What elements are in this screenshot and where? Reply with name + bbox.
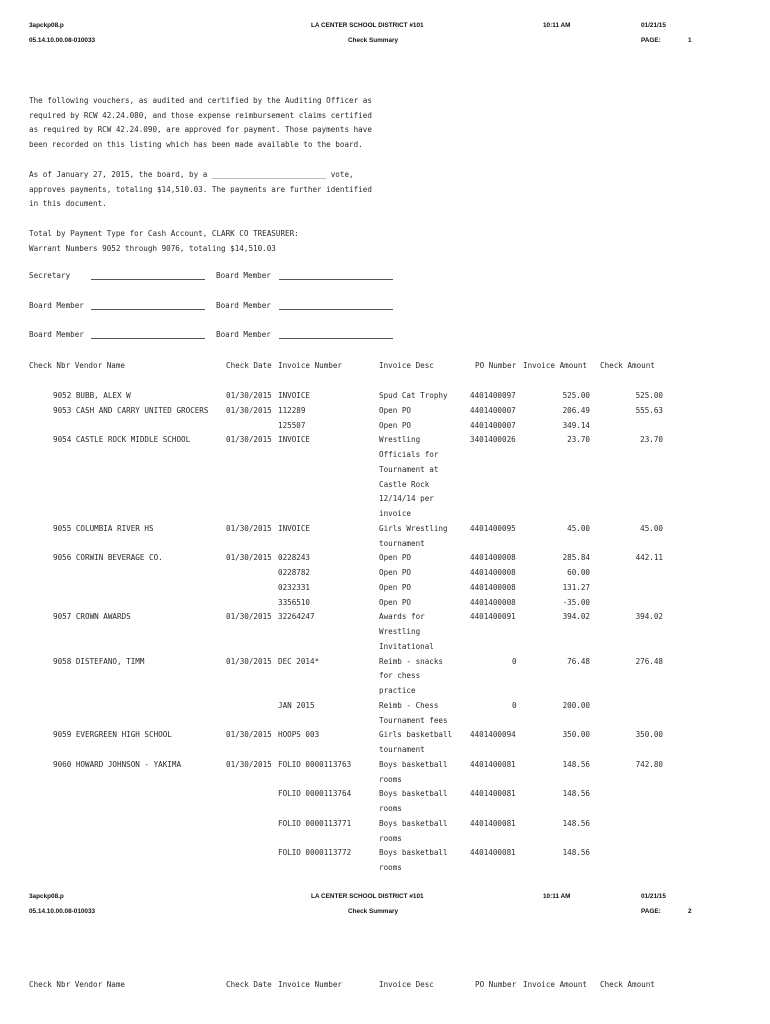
- table-row: [0, 819, 770, 834]
- report-date: 01/21/15: [641, 893, 666, 900]
- column-header-row: [0, 980, 770, 992]
- table-row: [0, 539, 770, 554]
- report-time: 10:11 AM: [543, 893, 571, 900]
- invoice-desc-cell: Invitational: [379, 641, 434, 651]
- po-number-cell: 4401400008: [470, 553, 516, 563]
- po-number-cell: 4401400094: [470, 730, 516, 740]
- invoice-desc-cell: rooms: [379, 833, 402, 843]
- totals-paragraph: [29, 227, 299, 256]
- invoice-desc-cell: rooms: [379, 804, 402, 813]
- report-title: Check Summary: [348, 908, 399, 915]
- board-member-signature-line[interactable]: [279, 272, 393, 280]
- invoice-number-cell: 3356510: [278, 597, 311, 607]
- invoice-number-cell: 112289: [278, 405, 306, 415]
- check-amount-cell: 276.48: [635, 656, 663, 666]
- column-header-row: [0, 361, 770, 373]
- table-row: [0, 494, 770, 509]
- check-date-cell: 01/30/2015: [226, 405, 272, 415]
- invoice-amount-cell: 131.27: [562, 582, 590, 592]
- table-row: [0, 553, 770, 568]
- table-row: [0, 568, 770, 583]
- check-date-cell: 01/30/2015: [226, 656, 272, 666]
- invoice-number-cell: 0228243: [278, 553, 311, 563]
- report-date: 01/21/15: [641, 22, 666, 29]
- board-member-signature-line[interactable]: [279, 331, 393, 339]
- po-number-cell: 0: [512, 700, 517, 710]
- table-row: [0, 627, 770, 642]
- vendor-cell: 9058 DISTEFANO, TIMM: [53, 656, 145, 666]
- table-row: [0, 804, 770, 819]
- totals-line: Total by Payment Type for Cash Account, CLARK CO TREASURER:: [29, 229, 299, 238]
- totals-line: Warrant Numbers 9052 through 9076, totaling $14,510.03: [29, 243, 276, 253]
- invoice-amount-cell: 285.84: [562, 553, 590, 563]
- po-number-cell: 4401400008: [470, 597, 516, 607]
- invoice-amount-cell: 206.49: [562, 405, 590, 415]
- invoice-number-cell: 125507: [278, 420, 306, 430]
- vendor-cell: 9052 BUBB, ALEX W: [53, 391, 131, 400]
- invoice-number-cell: INVOICE: [278, 523, 311, 533]
- col-check-amount: Check Amount: [600, 980, 655, 989]
- col-check-amount: Check Amount: [600, 361, 655, 370]
- invoice-desc-cell: tournament: [379, 538, 425, 548]
- intro-line: been recorded on this listing which has been made available to the board.: [29, 139, 363, 149]
- table-row: [0, 642, 770, 657]
- check-amount-cell: 350.00: [635, 730, 663, 740]
- district-name: LA CENTER SCHOOL DISTRICT #101: [311, 893, 424, 900]
- program-name: 3apckp08.p: [29, 22, 64, 29]
- secretary-signature-line[interactable]: [91, 272, 205, 280]
- invoice-desc-cell: Open PO: [379, 582, 412, 592]
- col-po-number: PO Number: [475, 980, 517, 989]
- check-date-cell: 01/30/2015: [226, 612, 272, 622]
- page-number: 2: [688, 908, 692, 915]
- invoice-desc-cell: Tournament fees: [379, 715, 448, 725]
- board-member-label: Board Member: [216, 301, 271, 310]
- invoice-number-cell: INVOICE: [278, 391, 311, 400]
- invoice-number-cell: 0232331: [278, 582, 311, 592]
- invoice-number-cell: FOLIO 0000113763: [278, 759, 352, 769]
- po-number-cell: 0: [512, 656, 517, 666]
- program-version: 05.14.10.00.08-010033: [29, 908, 96, 915]
- table-row: [0, 524, 770, 539]
- col-check-date: Check Date: [226, 980, 272, 989]
- invoice-amount-cell: 148.56: [562, 759, 590, 769]
- invoice-desc-cell: Open PO: [379, 553, 412, 563]
- page-number: 1: [688, 37, 692, 44]
- board-member-signature-line[interactable]: [279, 302, 393, 310]
- invoice-desc-cell: Open PO: [379, 568, 412, 577]
- table-row: [0, 465, 770, 480]
- table-row: [0, 701, 770, 716]
- page-label: PAGE:: [641, 37, 661, 44]
- page-label: PAGE:: [641, 908, 661, 915]
- invoice-desc-cell: 12/14/14 per: [379, 494, 434, 504]
- program-name: 3apckp08.p: [29, 893, 64, 900]
- approval-line: approves payments, totaling $14,510.03. The payments are further identified: [29, 184, 372, 194]
- po-number-cell: 4401400081: [470, 848, 516, 858]
- table-row: [0, 789, 770, 804]
- invoice-number-cell: HOOPS 003: [278, 730, 320, 740]
- check-amount-cell: 45.00: [640, 523, 663, 533]
- invoice-desc-cell: Castle Rock: [379, 479, 430, 489]
- po-number-cell: 4401400081: [470, 818, 516, 828]
- table-row: [0, 421, 770, 436]
- invoice-amount-cell: 525.00: [562, 391, 590, 400]
- invoice-amount-cell: 350.00: [562, 730, 590, 740]
- invoice-desc-cell: Wrestling: [379, 627, 421, 636]
- table-row: [0, 612, 770, 627]
- invoice-number-cell: 0228782: [278, 568, 311, 577]
- po-number-cell: 4401400008: [470, 568, 516, 577]
- vendor-cell: 9056 CORWIN BEVERAGE CO.: [53, 553, 163, 563]
- po-number-cell: 4401400081: [470, 789, 516, 799]
- invoice-desc-cell: Wrestling: [379, 435, 421, 445]
- invoice-desc-cell: Spud Cat Trophy: [379, 391, 448, 400]
- po-number-cell: 4401400095: [470, 523, 516, 533]
- vendor-cell: 9054 CASTLE ROCK MIDDLE SCHOOL: [53, 435, 191, 445]
- table-row: [0, 686, 770, 701]
- board-member-label: Board Member: [216, 330, 271, 339]
- col-check-nbr-vendor: Check Nbr Vendor Name: [29, 361, 126, 370]
- col-check-nbr-vendor: Check Nbr Vendor Name: [29, 980, 126, 989]
- invoice-number-cell: FOLIO 0000113771: [278, 818, 352, 828]
- secretary-label: Secretary: [29, 271, 71, 280]
- table-row: [0, 671, 770, 686]
- invoice-desc-cell: Boys basketball: [379, 848, 448, 858]
- po-number-cell: 4401400008: [470, 582, 516, 592]
- invoice-desc-cell: Awards for: [379, 612, 425, 622]
- invoice-amount-cell: 76.48: [567, 656, 590, 666]
- col-invoice-number: Invoice Number: [278, 361, 343, 370]
- board-member-label: Board Member: [216, 271, 271, 280]
- table-row: [0, 480, 770, 495]
- table-row: [0, 745, 770, 760]
- check-amount-cell: 525.00: [635, 391, 663, 400]
- approval-paragraph: [29, 168, 372, 212]
- table-row: [0, 391, 770, 406]
- intro-line: The following vouchers, as audited and certified by the Auditing Officer as: [29, 96, 372, 105]
- invoice-desc-cell: invoice: [379, 509, 412, 518]
- table-row: [0, 834, 770, 849]
- invoice-number-cell: DEC 2014*: [278, 656, 320, 666]
- col-invoice-number: Invoice Number: [278, 980, 343, 989]
- invoice-amount-cell: 23.70: [567, 435, 590, 445]
- invoice-amount-cell: 148.56: [562, 789, 590, 799]
- intro-line: as required by RCW 42.24.090, are approved for payment. Those payments have: [29, 125, 372, 135]
- table-row: [0, 730, 770, 745]
- invoice-amount-cell: 349.14: [562, 420, 590, 430]
- invoice-number-cell: FOLIO 0000113764: [278, 789, 352, 799]
- invoice-amount-cell: 200.00: [562, 700, 590, 710]
- invoice-desc-cell: tournament: [379, 745, 425, 754]
- approval-line: As of January 27, 2015, the board, by a _________________________ vote,: [29, 170, 354, 179]
- vendor-cell: 9055 COLUMBIA RIVER HS: [53, 523, 154, 533]
- invoice-number-cell: INVOICE: [278, 435, 311, 445]
- invoice-amount-cell: 148.56: [562, 848, 590, 858]
- check-amount-cell: 555.63: [635, 405, 663, 415]
- po-number-cell: 4401400007: [470, 420, 516, 430]
- invoice-number-cell: 32264247: [278, 612, 315, 622]
- report-time: 10:11 AM: [543, 22, 571, 29]
- col-po-number: PO Number: [475, 361, 517, 370]
- vendor-cell: 9053 CASH AND CARRY UNITED GROCERS: [53, 405, 209, 415]
- col-invoice-desc: Invoice Desc: [379, 980, 434, 989]
- invoice-desc-cell: Boys basketball: [379, 789, 448, 799]
- vendor-cell: 9059 EVERGREEN HIGH SCHOOL: [53, 730, 172, 740]
- po-number-cell: 4401400097: [470, 391, 516, 400]
- check-amount-cell: 742.80: [635, 759, 663, 769]
- check-amount-cell: 442.11: [635, 553, 663, 563]
- po-number-cell: 4401400007: [470, 405, 516, 415]
- check-date-cell: 01/30/2015: [226, 730, 272, 740]
- vendor-cell: 9060 HOWARD JOHNSON - YAKIMA: [53, 759, 182, 769]
- approval-line: in this document.: [29, 199, 107, 209]
- table-row: [0, 406, 770, 421]
- program-version: 05.14.10.00.08-010033: [29, 37, 96, 44]
- board-member-signature-line[interactable]: [91, 331, 205, 339]
- invoice-desc-cell: Tournament at: [379, 464, 439, 474]
- check-date-cell: 01/30/2015: [226, 759, 272, 769]
- board-member-signature-line[interactable]: [91, 302, 205, 310]
- invoice-amount-cell: 148.56: [562, 818, 590, 828]
- invoice-desc-cell: practice: [379, 686, 416, 695]
- invoice-amount-cell: 60.00: [567, 568, 590, 577]
- invoice-desc-cell: Boys basketball: [379, 818, 448, 828]
- table-row: [0, 435, 770, 450]
- invoice-desc-cell: Reimb - snacks: [379, 656, 444, 666]
- invoice-desc-cell: Girls basketball: [379, 730, 453, 740]
- check-date-cell: 01/30/2015: [226, 435, 272, 445]
- invoice-desc-cell: Open PO: [379, 405, 412, 415]
- invoice-number-cell: JAN 2015: [278, 700, 315, 710]
- board-member-label: Board Member: [29, 301, 84, 310]
- invoice-desc-cell: Boys basketball: [379, 759, 448, 769]
- po-number-cell: 4401400081: [470, 759, 516, 769]
- col-check-date: Check Date: [226, 361, 272, 370]
- board-member-label: Board Member: [29, 330, 84, 339]
- report-title: Check Summary: [348, 37, 399, 44]
- col-invoice-amount: Invoice Amount: [523, 361, 588, 370]
- check-amount-cell: 394.02: [635, 612, 663, 622]
- col-invoice-desc: Invoice Desc: [379, 361, 434, 370]
- intro-line: required by RCW 42.24.080, and those expense reimbursement claims certified: [29, 110, 372, 120]
- check-amount-cell: 23.70: [640, 435, 663, 445]
- invoice-desc-cell: rooms: [379, 863, 402, 872]
- check-date-cell: 01/30/2015: [226, 553, 272, 563]
- table-row: [0, 848, 770, 863]
- invoice-number-cell: FOLIO 0000113772: [278, 848, 352, 858]
- table-row: [0, 450, 770, 465]
- district-name: LA CENTER SCHOOL DISTRICT #101: [311, 22, 424, 29]
- table-row: [0, 760, 770, 775]
- vendor-cell: 9057 CROWN AWARDS: [53, 612, 131, 622]
- invoice-desc-cell: Open PO: [379, 597, 412, 607]
- table-row: [0, 509, 770, 524]
- invoice-desc-cell: Open PO: [379, 420, 412, 430]
- invoice-amount-cell: 394.02: [562, 612, 590, 622]
- invoice-desc-cell: Officials for: [379, 450, 439, 459]
- invoice-desc-cell: Reimb - Chess: [379, 700, 439, 710]
- table-row: [0, 583, 770, 598]
- invoice-desc-cell: for chess: [379, 671, 421, 681]
- po-number-cell: 3401400026: [470, 435, 516, 445]
- invoice-desc-cell: rooms: [379, 774, 402, 784]
- col-invoice-amount: Invoice Amount: [523, 980, 588, 989]
- check-date-cell: 01/30/2015: [226, 391, 272, 400]
- table-row: [0, 657, 770, 672]
- intro-paragraph: [29, 94, 372, 152]
- invoice-desc-cell: Girls Wrestling: [379, 523, 448, 533]
- invoice-amount-cell: 45.00: [567, 523, 590, 533]
- table-row: [0, 863, 770, 878]
- table-row: [0, 598, 770, 613]
- check-date-cell: 01/30/2015: [226, 523, 272, 533]
- table-row: [0, 716, 770, 731]
- po-number-cell: 4401400091: [470, 612, 516, 622]
- table-row: [0, 775, 770, 790]
- invoice-amount-cell: -35.00: [562, 597, 590, 607]
